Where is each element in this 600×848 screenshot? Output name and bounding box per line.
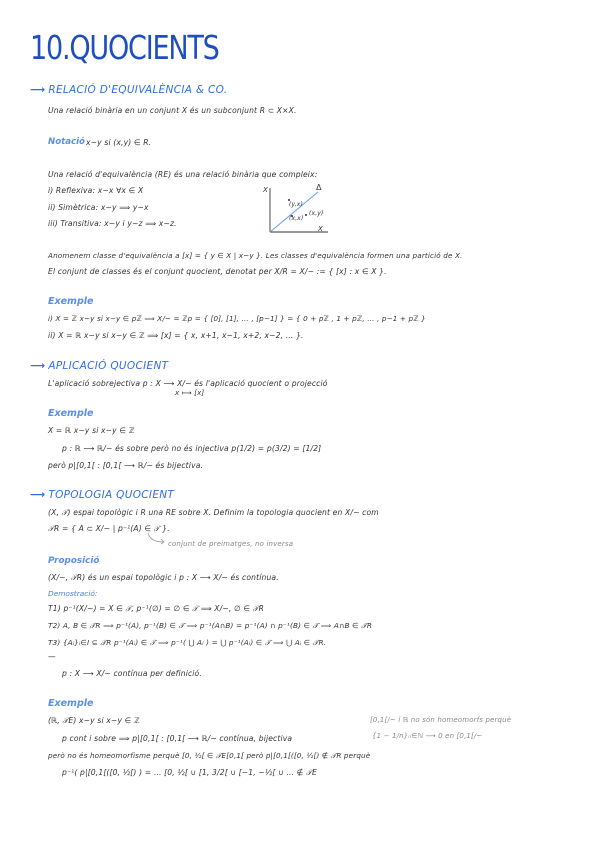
example3-line4: p⁻¹( p|[0,1[([0, ½[) ) = … [0, ½[ ∪ [1, 3/2[ ∪ [−1, −½[ ∪ … ∉ 𝒯E — [62, 768, 317, 777]
section-heading-quotient-topology: ⟶ TOPOLOGIA QUOCIENT — [30, 489, 175, 501]
proof-t3: T3) {Aᵢ}ᵢ∈I ⊆ 𝒯R p⁻¹(Aᵢ) ∈ 𝒯 ⟹ p⁻¹( ⋃ Aᵢ ) = ⋃ p⁻¹(Aᵢ) ∈ 𝒯 ⟹ ⋃ Aᵢ ∈ 𝒯R. — [48, 638, 327, 647]
note-arrow-icon — [146, 532, 168, 546]
example-label-1: Exemple — [48, 296, 94, 307]
example-label-3: Exemple — [48, 698, 94, 709]
preimage-note: conjunt de preimatges, no inversa — [168, 540, 294, 548]
diagram-delta: Δ — [316, 183, 322, 192]
classes-text-2: El conjunt de classes és el conjunt quocient, denotat per X/R = X/~ := { [x] : x ∈ X }. — [48, 267, 387, 276]
diagram-y-axis: X — [263, 186, 268, 194]
diagram-point-xx: (x,x) — [289, 215, 304, 222]
re-definition: Una relació d'equivalència (RE) és una relació binària que compleix: — [48, 170, 318, 179]
classes-text-1: Anomenem classe d'equivalència a [x] = { y ∈ X | x~y }. Les classes d'equivalència formen una partició de X. — [48, 251, 463, 260]
proof-t1: T1) p⁻¹(X/~) = X ∈ 𝒯, p⁻¹(∅) = ∅ ∈ 𝒯 ⟹ X/~, ∅ ∈ 𝒯R — [48, 604, 265, 613]
example-label-2: Exemple — [48, 408, 94, 419]
projection-continuous: p : X ⟶ X/~ contínua per definició. — [62, 669, 202, 678]
side-note-1: [0,1[/~ i ℝ no són homeomorfs perquè — [370, 716, 512, 724]
notation-text: x~y si (x,y) ∈ R. — [86, 138, 152, 147]
diagram-point-yx: (y,x) — [289, 201, 303, 208]
example3-line1: (ℝ, 𝒯E) x~y si x−y ∈ ℤ — [48, 716, 140, 725]
property-reflexive: i) Reflexiva: x~x ∀x ∈ X — [48, 186, 144, 195]
proposition-label: Proposició — [48, 556, 100, 566]
property-transitive: iii) Transitiva: x~y i y~z ⟹ x~z. — [48, 219, 177, 228]
example-integers-mod-p: i) X = ℤ x~y si x−y ∈ pℤ ⟹ X/~ = ℤp = { [0], [1], … , [p−1] } = { 0 + pℤ , 1 + pℤ, … , p−1 + pℤ } — [48, 314, 426, 323]
proof-separator: — — [48, 652, 56, 661]
example2-line3: però p|[0,1[ : [0,1[ ⟶ ℝ/~ és bijectiva. — [48, 461, 204, 470]
side-note-2: {1 − 1/n}ₙ∈ℕ ⟶ 0 en [0,1[/~ — [372, 732, 483, 740]
section-heading-quotient-map: ⟶ APLICACIÓ QUOCIENT — [30, 360, 169, 372]
example-reals-mod-z: ii) X = ℝ x~y si x−y ∈ ℤ ⟹ [x] = { x, x+1, x−1, x+2, x−2, … }. — [48, 331, 304, 340]
arrow-right-icon: ⟶ — [30, 84, 46, 96]
example3-line3: però no és homeomorfisme perquè [0, ½[ ∈ 𝒯E[0,1[ però p|[0,1[([0, ½[) ∉ 𝒯R perquè — [48, 751, 371, 760]
topology-definition-1: (X, 𝒯) espai topològic i R una RE sobre X. Definim la topologia quocient en X/~ com — [48, 508, 379, 517]
section-heading-equivalence: ⟶ RELACIÓ D'EQUIVALÈNCIA & CO. — [30, 84, 228, 96]
quotient-map-definition: L'aplicació sobrejectiva p : X ⟶ X/~ és l'aplicació quocient o projecció — [48, 379, 328, 388]
notation-label: Notació — [48, 137, 85, 147]
example2-line1: X = ℝ x~y si x−y ∈ ℤ — [48, 426, 135, 435]
proof-label: Demostració: — [48, 589, 98, 598]
diagram-point-xy: (x,y) — [309, 210, 324, 217]
diagonal-diagram — [262, 184, 342, 240]
diagram-x-axis: X — [318, 225, 323, 233]
arrow-right-icon: ⟶ — [30, 489, 46, 501]
example3-line2: p cont i sobre ⟹ p|[0,1[ : [0,1[ ⟶ ℝ/~ contínua, bijectiva — [62, 734, 293, 743]
arrow-right-icon: ⟶ — [30, 360, 46, 372]
proof-t2: T2) A, B ∈ 𝒯R ⟹ p⁻¹(A), p⁻¹(B) ∈ 𝒯 ⟹ p⁻¹(A∩B) = p⁻¹(A) ∩ p⁻¹(B) ∈ 𝒯 ⟹ A∩B ∈ 𝒯R — [48, 621, 373, 630]
proposition-text: (X/~, 𝒯R) és un espai topològic i p : X ⟶ X/~ és contínua. — [48, 573, 279, 582]
topology-definition-2: 𝒯R = { A ⊂ X/~ | p⁻¹(A) ∈ 𝒯 }. — [48, 524, 170, 533]
quotient-map-rule: x ⟼ [x] — [175, 389, 205, 397]
property-symmetric: ii) Simètrica: x~y ⟹ y~x — [48, 203, 149, 212]
page-title: 10.QUOCIENTS — [30, 28, 219, 67]
example2-line2: p : ℝ ⟶ ℝ/~ és sobre però no és injectiva p(1/2) = p(3/2) = [1/2] — [62, 444, 322, 453]
intro-text: Una relació binària en un conjunt X és un subconjunt R ⊂ X×X. — [48, 106, 297, 115]
